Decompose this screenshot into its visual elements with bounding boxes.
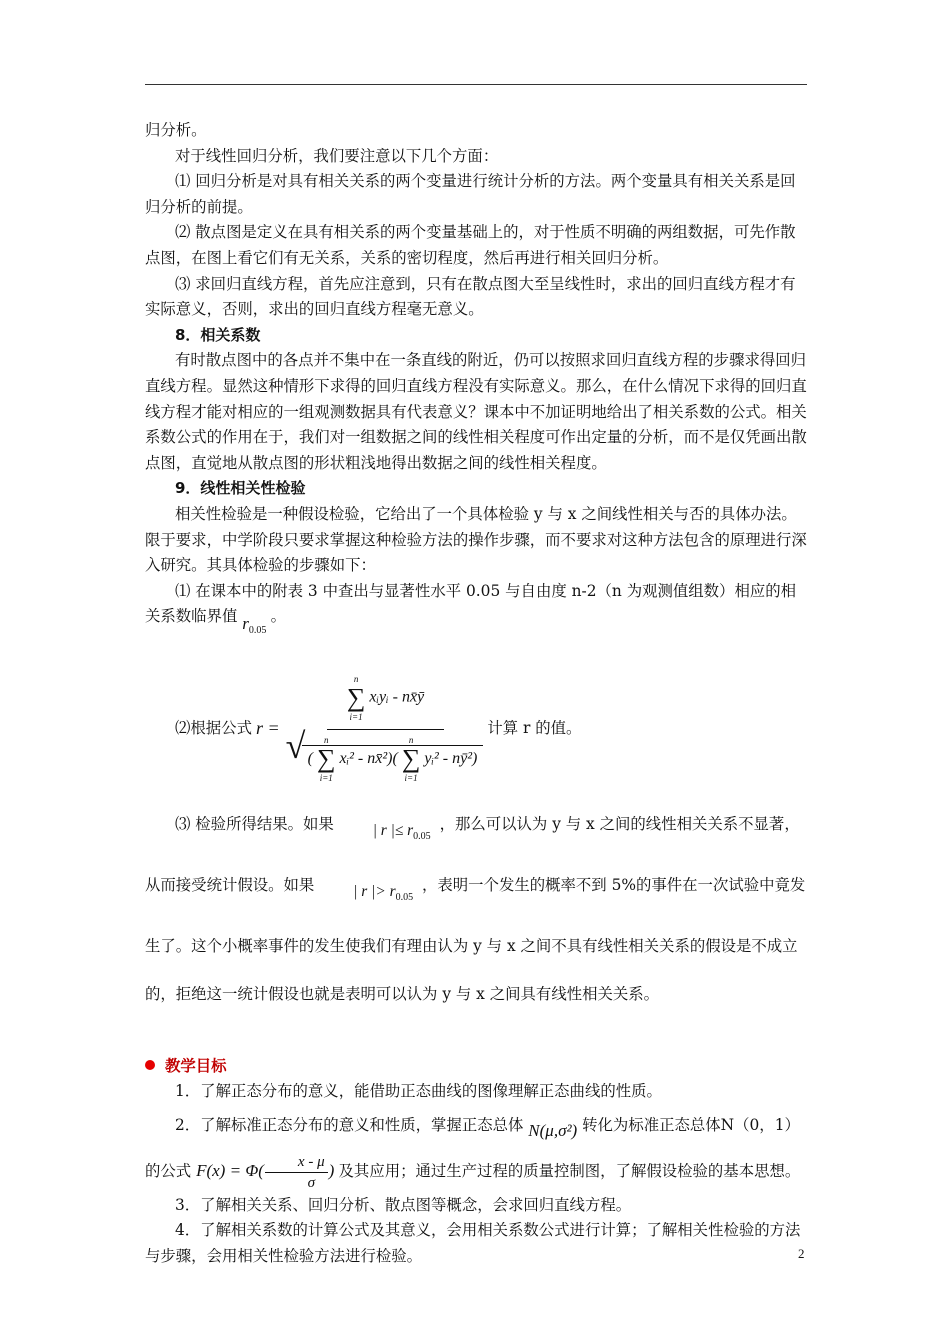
formula-lhs: r = bbox=[255, 718, 280, 739]
page-body bbox=[145, 118, 807, 1269]
objective-item: 3．了解相关关系、回归分析、散点图等概念，会求回归直线方程。 bbox=[175, 1195, 632, 1214]
paragraph: 相关性检验是一种假设检验，它给出了一个具体检验 y 与 x 之间线性相关与否的具体办法。限于要求，中学阶段只要求掌握这种检验方法的操作步骤，而不要求对这种方法包含的原理进行深入研究。其具体检验的步骤如下： bbox=[145, 504, 807, 575]
formula-denominator bbox=[288, 730, 484, 784]
correlation-formula bbox=[175, 670, 807, 788]
teaching-objectives bbox=[145, 1054, 807, 1270]
step1-end: 。 bbox=[270, 607, 287, 626]
step2-end: 计算 r 的值。 bbox=[487, 719, 582, 738]
critical-value: $r_{0.05}$ bbox=[242, 614, 267, 637]
paragraph: 有时散点图中的各点并不集中在一条直线的附近，仍可以按照求回归直线方程的步骤求得回归直线方程。显然这种情形下求得的回归直线方程没有实际意义。那么，在什么情况下求得的回归直线方程才能对相应的一组观测数据具有代表意义？课本中不加证明地给出了相关系数的公式。相关系数公式的作用在于，我们对一组数据之间的线性相关程度可作出定量的分析，而不是仅凭画出散点图，直觉地从散点图的形状粗浅地得出数据之间的线性相关程度。 bbox=[145, 351, 807, 472]
objectives-heading: 教学目标 bbox=[145, 1054, 807, 1080]
formula-fraction bbox=[288, 673, 484, 784]
condition-significant: | r |> $r_{0.05}$ bbox=[353, 882, 414, 903]
normal-distribution: N(μ,σ²) bbox=[528, 1121, 578, 1141]
paragraph: ⑶ 检验所得结果。如果 | r |≤ $r_{0.05}$ ，那么可以认为 y 与 x 之间的线性相关关系不显著，从而接受统计假设。如果 | r |> $r_{0.05}$ ，表明一个发生的概率不到 5%的事件在一次试验中竟发生了。这个小概率事件的发生使我们有理由认为 y 与 x 之间不具有线性相关关系的假设是不成立的，拒绝这一统计假设也就是表明可以认为 y 与 x 之间具有线性相关关系。 bbox=[145, 800, 807, 1018]
sqrt-symbol: √ ( n ∑ i=1 xᵢ² - nx̄²)( n ∑ i=1 yᵢ² - nȳ²) bbox=[302, 745, 484, 767]
paragraph: 对于线性回归分析，我们要注意以下几个方面： bbox=[175, 146, 499, 165]
paragraph bbox=[145, 579, 807, 644]
paragraph: ⑵ 散点图是定义在具有相关系的两个变量基础上的，对于性质不明确的两组数据，可先作散点图，在图上看它们有无关系，关系的密切程度，然后再进行相关回归分析。 bbox=[145, 223, 796, 267]
bullet-icon bbox=[145, 1060, 155, 1070]
paragraph: ⑴ 回归分析是对具有相关关系的两个变量进行统计分析的方法。两个变量具有相关关系是回归分析的前提。 bbox=[145, 172, 796, 216]
paragraph: ⑶ 求回归直线方程，首先应注意到，只有在散点图大至呈线性时，求出的回归直线方程才有实际意义，否则，求出的回归直线方程毫无意义。 bbox=[145, 274, 796, 319]
objective-item: 2．了解标准正态分布的意义和性质，掌握正态总体 N(μ,σ²) 转化为标准正态总体N（0，1）的公式 F(x) = Φ( $\frac{x - \mu}{\sigma}$ ) 及其应用；通过生产过程的质量控制图，了解假设检验的基本思想。 bbox=[145, 1116, 801, 1191]
sum-symbol: n ∑ i=1 bbox=[346, 674, 366, 723]
header-rule bbox=[145, 84, 807, 85]
formula-numerator: n ∑ i=1 xᵢyᵢ - nx̄ȳ bbox=[327, 673, 444, 730]
objective-item: 1．了解正态分布的意义，能借助正态曲线的图像理解正态曲线的性质。 bbox=[175, 1082, 662, 1101]
condition-not-significant: | r |≤ $r_{0.05}$ bbox=[372, 821, 431, 842]
step1-text: ⑴ 在课本中的附表 3 中查出与显著性水平 0.05 与自由度 n-2（n 为观测值组数）相应的相关系数临界值 bbox=[145, 581, 797, 626]
step2-text: ⑵根据公式 bbox=[175, 719, 252, 738]
page-number: 2 bbox=[798, 1246, 805, 1261]
objective-item: 4．了解相关系数的计算公式及其意义，会用相关系数公式进行计算；了解相关性检验的方法与步骤，会用相关性检验方法进行检验。 bbox=[145, 1221, 801, 1265]
section-heading-8: 8．相关系数 bbox=[175, 325, 261, 344]
paragraph: 归分析。 bbox=[145, 121, 207, 139]
standardization-formula: F(x) = Φ( $\frac{x - \mu}{\sigma}$ ) bbox=[196, 1153, 335, 1191]
section-heading-9: 9．线性相关性检验 bbox=[175, 479, 306, 498]
